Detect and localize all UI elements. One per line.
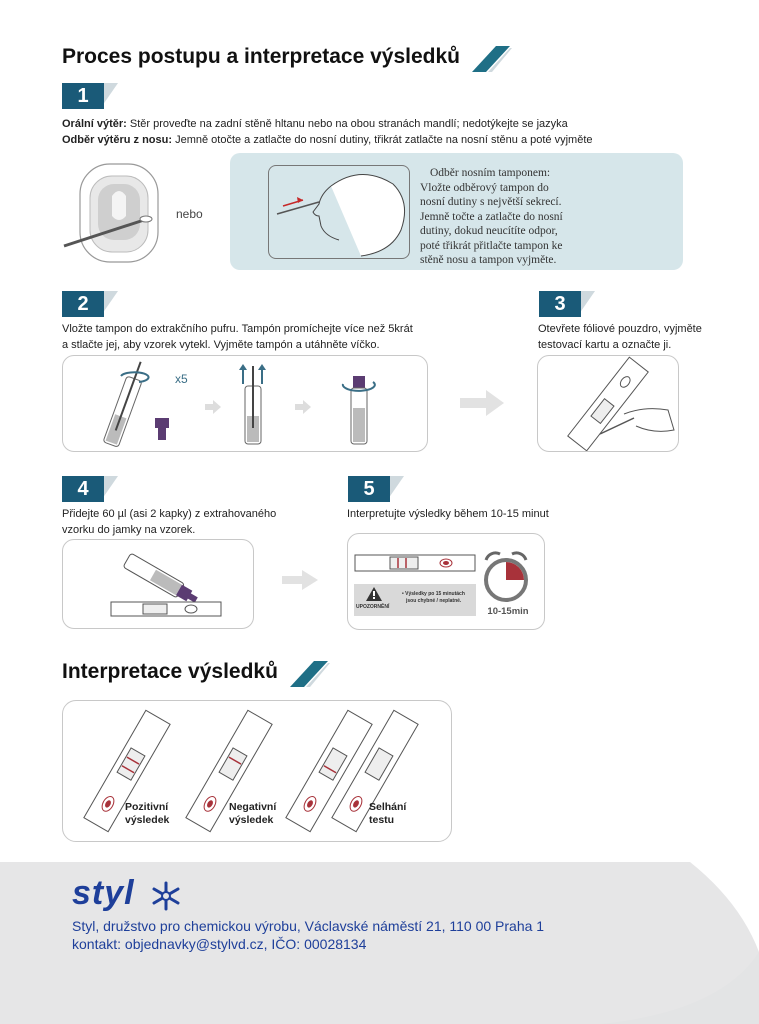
timer-label: 10-15min — [487, 606, 529, 617]
step-5-instructions: Interpretujte výsledky během 10-15 minut — [347, 508, 549, 520]
warning-text: • Výsledky po 15 minutách jsou chybné / neplatné. — [402, 591, 465, 604]
warning-box — [354, 584, 476, 616]
step-2-panel — [62, 355, 428, 452]
step-3-badge: 3 — [539, 291, 594, 317]
step-4-to-5-arrow-icon — [280, 568, 320, 592]
step-1-instructions: Orální výtěr: Stěr proveďte na zadní stěně hltanu nebo na obou stranách mandlí; nedotýkejte se jazyka Odběr výtěru z nosu: Jemně otočte a zatlačte do nosní dutiny, třikrát zatlačte na nosní stěnu a poté vyjměte — [62, 118, 593, 146]
page-title: Proces postupu a interpretace výsledků — [62, 45, 460, 68]
x5-label: x5 — [175, 372, 188, 386]
oral-swab-illustration — [60, 158, 165, 268]
warning-icon — [366, 587, 382, 601]
step-2-illustration — [63, 356, 427, 451]
timer-icon — [480, 548, 532, 604]
positive-label: Pozitivní výsledek — [125, 801, 170, 826]
step-4-illustration — [63, 540, 253, 628]
negative-label: Negativní výsledek — [229, 801, 277, 826]
nasal-swab-text: Odběr nosním tamponem: Vložte odběrový tampon do nosní dutiny s největší sekrecí. Jemně točte a zatlačte do nosní dutiny, dokud neucítíte odpor, poté třikrát přitlačte tampon ke stěně nosu a tampon vyjměte. — [420, 167, 563, 266]
step-4-panel — [62, 539, 254, 629]
warning-title: UPOZORNĚNÍ — [356, 604, 390, 610]
snowflake-logo-icon — [150, 880, 182, 912]
step-5-test-card — [354, 552, 478, 574]
footer-contact: Styl, družstvo pro chemickou výrobu, Václavské náměstí 21, 110 00 Praha 1 kontakt: objednavky@stylvd.cz, IČO: 00028134 — [72, 918, 545, 952]
step-2-badge: 2 — [62, 291, 117, 317]
step-4-instructions: Přidejte 60 µl (asi 2 kapky) z extrahovaného vzorku do jamky na vzorek. — [62, 508, 277, 536]
step-3-panel — [537, 355, 679, 452]
styl-logo: styl — [72, 874, 135, 912]
step-5-panel — [347, 533, 545, 630]
nasal-swab-illustration-frame — [268, 165, 410, 259]
results-title: Interpretace výsledků — [62, 660, 278, 683]
step-1-badge: 1 — [62, 83, 117, 109]
results-panel — [62, 700, 452, 842]
step-2-instructions: Vložte tampon do extrakčního pufru. Tampón promíchejte více než 5krát a stlačte jej, aby vzorek vytekl. Vyjměte tampón a utáhněte víčko. — [62, 323, 413, 351]
failure-label: Selhání testu — [369, 801, 407, 826]
nasal-swab-illustration — [269, 166, 409, 258]
step-4-badge: 4 — [62, 476, 117, 502]
step-3-illustration — [538, 356, 678, 451]
step-3-instructions: Otevřete fóliové pouzdro, vyjměte testovací kartu a označte ji. — [538, 323, 702, 351]
step-2-to-3-arrow-icon — [458, 388, 506, 418]
title-accent-icon — [458, 44, 513, 74]
step-5-badge: 5 — [348, 476, 403, 502]
results-title-accent-icon — [276, 659, 331, 689]
or-label: nebo — [176, 207, 203, 221]
